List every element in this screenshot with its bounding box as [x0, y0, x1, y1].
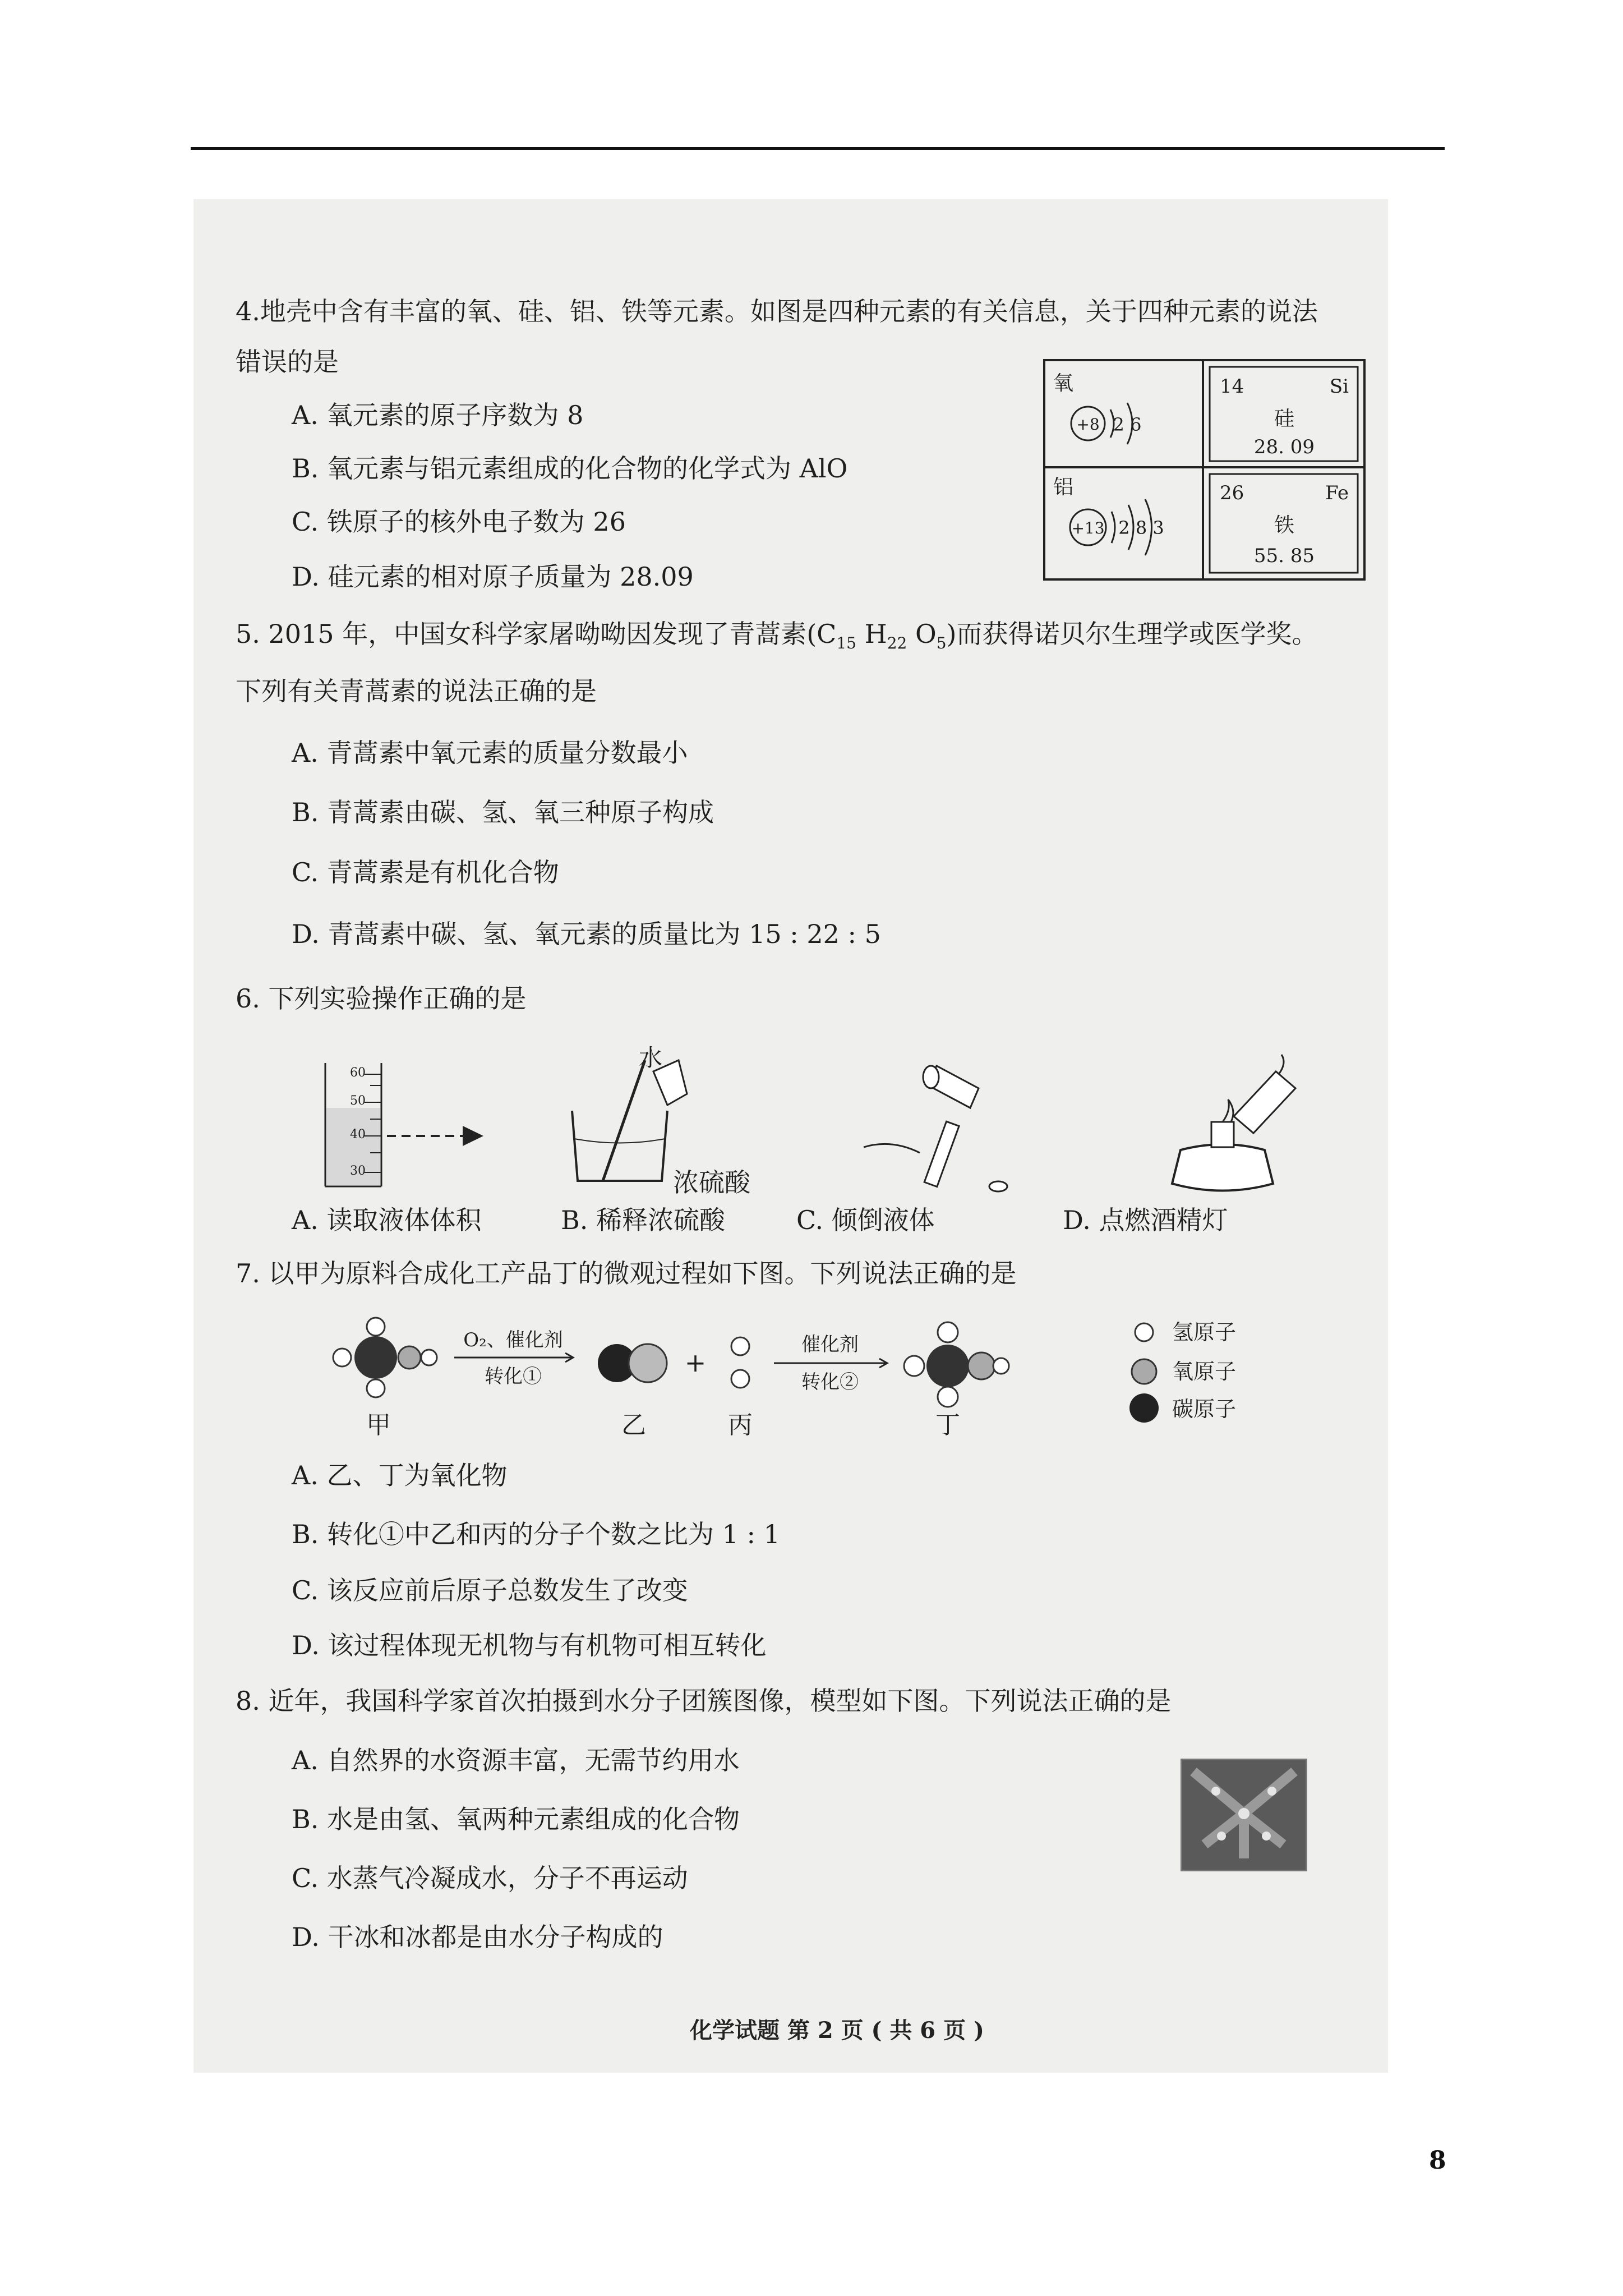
silicon-mass: 28. 09 [1253, 436, 1315, 458]
aluminum-shells: 2 8 3 [1118, 517, 1164, 539]
eye-icon [463, 1126, 483, 1146]
aluminum-nucleus: +13 [1071, 519, 1105, 537]
q7-option-c: C. 该反应前后原子总数发生了改变 [292, 1575, 688, 1605]
q5-stem: 5. 2015 年，中国女科学家屠呦呦因发现了青蒿素($C_{15}$ $H_{22}$ $O_5$)而获得诺贝尔生理学或医学奖。 [236, 619, 1318, 653]
arrow2-bottom: 转化② [801, 1371, 859, 1393]
oxygen-name: 氧 [1053, 372, 1074, 395]
silicon-symbol: Si [1329, 375, 1349, 398]
arrow1-bottom: 转化① [485, 1365, 542, 1388]
q5-option-b: B. 青蒿素由碳、氢、氧三种原子构成 [292, 797, 714, 827]
label-bing: 丙 [728, 1411, 753, 1439]
plus-sign: + [684, 1347, 707, 1378]
header-rule [191, 147, 1445, 150]
label-yi: 乙 [621, 1411, 646, 1439]
label-ding: 丁 [935, 1411, 960, 1439]
q7-option-b: B. 转化①中乙和丙的分子个数之比为 1 : 1 [292, 1519, 780, 1549]
q4-option-b: B. 氧元素与铝元素组成的化合物的化学式为 AlO [292, 453, 848, 484]
q4-option-d: D. 硅元素的相对原子质量为 28.09 [292, 562, 694, 592]
oxygen-shells: 2 6 [1113, 414, 1142, 435]
oxygen-nucleus: +8 [1076, 415, 1100, 434]
q7-stem: 7. 以甲为原料合成化工产品丁的微观过程如下图。下列说法正确的是 [236, 1258, 1017, 1289]
legend-oxygen: 氧原子 [1172, 1359, 1237, 1384]
tick-50: 50 [350, 1094, 366, 1108]
water-label: 水 [638, 1044, 663, 1071]
q6-option-d: D. 点燃酒精灯 [1063, 1205, 1228, 1235]
tick-40: 40 [350, 1128, 366, 1142]
water-cluster-image [1181, 1759, 1307, 1871]
tick-30: 30 [350, 1164, 366, 1178]
page-number: 8 [1429, 2146, 1446, 2175]
silicon-number: 14 [1220, 375, 1244, 398]
q4-stem: 4.地壳中含有丰富的氧、硅、铝、铁等元素。如图是四种元素的有关信息，关于四种元素的说法 [236, 296, 1318, 326]
q4-stem-cont: 错误的是 [236, 347, 339, 377]
legend-hydrogen: 氢原子 [1172, 1320, 1237, 1345]
q8-stem: 8. 近年，我国科学家首次拍摄到水分子团簇图像，模型如下图。下列说法正确的是 [236, 1686, 1172, 1716]
q6-option-c: C. 倾倒液体 [796, 1205, 935, 1235]
q5-stem-cont: 下列有关青蒿素的说法正确的是 [236, 676, 597, 706]
q7-option-d: D. 该过程体现无机物与有机物可相互转化 [292, 1630, 767, 1660]
iron-mass: 55. 85 [1253, 545, 1315, 567]
q5-option-d: D. 青蒿素中碳、氢、氧元素的质量比为 15 : 22 : 5 [292, 919, 881, 949]
q6-stem: 6. 下列实验操作正确的是 [236, 983, 527, 1014]
q8-option-d: D. 干冰和冰都是由水分子构成的 [292, 1922, 663, 1952]
tick-60: 60 [350, 1066, 366, 1080]
q4-element-figure [1043, 359, 1366, 581]
silicon-name: 硅 [1274, 407, 1295, 430]
q8-option-a: A. 自然界的水资源丰富，无需节约用水 [292, 1745, 740, 1775]
q8-option-b: B. 水是由氢、氧两种元素组成的化合物 [292, 1804, 740, 1834]
legend-hydrogen-icon [1135, 1323, 1153, 1341]
q4-option-a: A. 氧元素的原子序数为 8 [292, 400, 584, 430]
q5-option-a: A. 青蒿素中氧元素的质量分数最小 [292, 738, 688, 768]
q6-figure-a-cylinder [320, 1063, 494, 1189]
concentrated-sulfuric-acid-label: 浓硫酸 [673, 1167, 750, 1198]
q8-option-c: C. 水蒸气冷凝成水，分子不再运动 [292, 1863, 688, 1893]
page-footer: 化学试题 第 2 页 ( 共 6 页 ) [690, 2017, 984, 2044]
arrow2-top: 催化剂 [801, 1333, 859, 1356]
iron-number: 26 [1220, 482, 1244, 504]
label-jia: 甲 [366, 1411, 391, 1439]
aluminum-name: 铝 [1053, 476, 1074, 499]
q7-option-a: A. 乙、丁为氧化物 [292, 1460, 508, 1490]
q6-figure-c-pouring [858, 1055, 1026, 1195]
legend-carbon-icon [1129, 1393, 1159, 1423]
q7-reaction-figure [303, 1307, 1329, 1447]
q6-option-a: A. 读取液体体积 [292, 1205, 482, 1235]
q6-figure-d-lamp [1138, 1055, 1307, 1195]
iron-name: 铁 [1274, 514, 1295, 537]
q4-option-c: C. 铁原子的核外电子数为 26 [292, 507, 626, 537]
legend-oxygen-icon [1132, 1359, 1156, 1384]
q6-option-b: B. 稀释浓硫酸 [561, 1205, 726, 1235]
q5-option-c: C. 青蒿素是有机化合物 [292, 857, 559, 887]
iron-symbol: Fe [1325, 482, 1349, 504]
legend-carbon: 碳原子 [1172, 1397, 1237, 1421]
arrow1-top: O₂、催化剂 [463, 1329, 563, 1351]
